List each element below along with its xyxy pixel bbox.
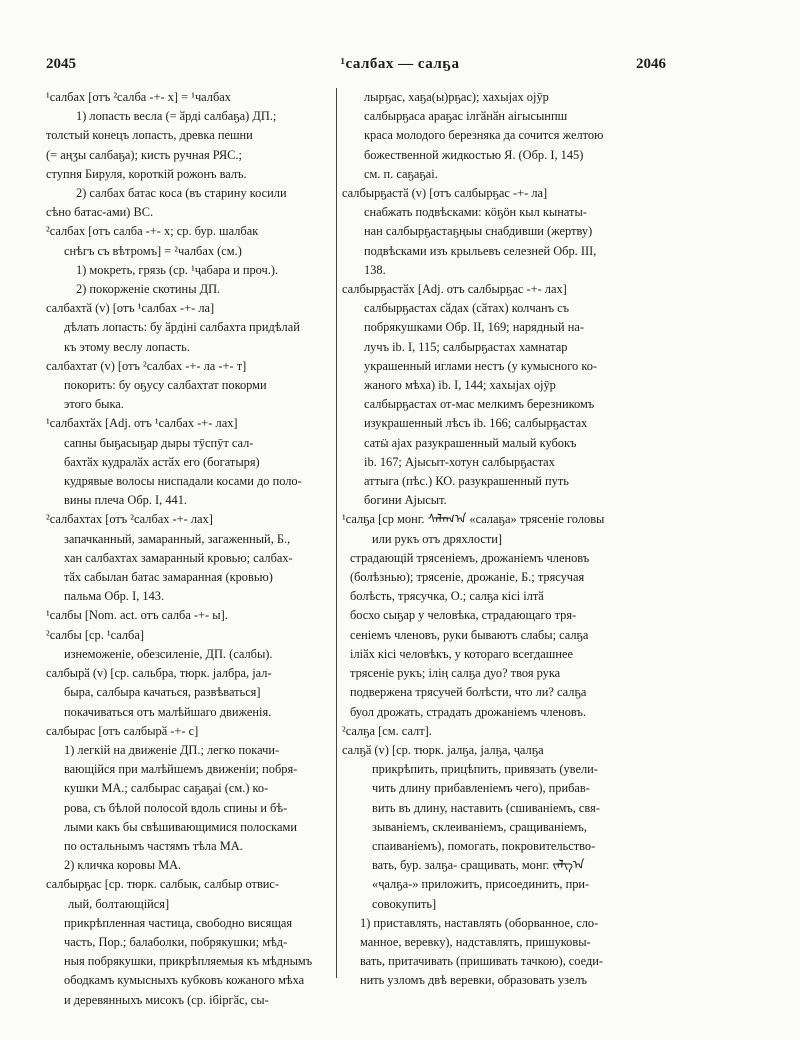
text-line: болѣсть, трясучка, О.; салҕа кiсi iлтӑ [350,589,544,604]
text-line: (= аңӡы салбаҕа); кисть ручная РЯС.; [46,147,242,162]
text-line: 1) приставлять, наставлять (оборванное, сло- [360,915,599,930]
text-line: и деревянныхъ мисокъ (ср. iбiргӑс, сы- [64,992,269,1007]
text-line: аттыга (пѣс.) КО. разукрашенный путь [364,474,569,489]
text-line: 138. [364,262,386,277]
running-title: ¹салбах — салҕа [340,56,460,72]
text-line: салбырҕастӑх [Adj. отъ салбырҕас -+- лах] [342,282,567,297]
left-column [46,88,336,1007]
text-line: покорить: бу оҕусу салбахтат покорми [64,378,267,393]
column-divider [336,88,337,978]
text-line: «ҷалҕа-» приложить, присоединить, при- [372,877,590,892]
text-line: вить въ длину, наставить (сшиванiемъ, свя- [372,800,600,815]
left-page-number: 2045 [46,56,76,72]
text-line: салбырӑ (v) [ср. сальбра, тюрк. jалбра, jал- [46,666,272,681]
text-line: запачканный, замаранный, загаженный, Б., [64,531,291,546]
text-line: ободкамъ кумысныхъ кубковъ кожаного мѣха [64,973,305,988]
text-line: жаного мѣха) ib. I, 144; хахыjах оjӯр [364,378,556,393]
text-line: или рукъ отъ дряхлости] [372,531,502,546]
text-line: ²салбы [ср. ¹салба] [46,627,144,642]
text-line: 2) кличка коровы МА. [64,858,182,873]
text-line: пальма Обр. I, 143. [64,589,165,604]
text-line: сенiемъ членовъ, руки бываютъ слабы; салҕа [350,627,589,642]
text-line: побрякушками Обр. II, 169; нарядный на- [364,320,584,335]
text-line: салбырҕаса араҕас iлгӑнӑн аiгысынпш [364,109,568,124]
text-line: салбырҕастах сӑдах (сӑтах) колчанъ съ [364,301,570,316]
text-line: лучъ ib. I, 115; салбырҕастах хамнатар [364,339,568,354]
text-line: лырҕас, хаҕа(ы)рҕас); хахыjах оjӯр [364,90,549,104]
text-line: прикрѣпить, прицѣпить, привязать (увели- [372,762,598,777]
text-line: ¹салбахтӑх [Adj. отъ ¹салбах -+- лах] [46,416,238,431]
text-line: салбырҕастӑ (v) [отъ салбырҕас -+- ла] [342,186,548,201]
text-line: ¹салбы [Nom. act. отъ салба -+- ы]. [46,608,228,623]
text-line: покачиваться отъ малѣйшаго движенiя. [64,704,272,719]
text-line: вающiйся при малѣйшемъ движенiи; побря- [64,762,298,777]
text-line: вины плеча Обр. I, 441. [64,493,188,508]
text-line: нан салбырҕастаҕңыы снабдивши (жертву) [364,224,593,239]
text-line: сапны быҕасыҕар дыры тӯспӯт сал- [64,435,254,450]
text-line: салбырас [отъ салбырӑ -+- с] [46,723,199,738]
text-line: страдающiй трясенiемъ, дрожанiемъ членовъ [350,550,590,565]
text-line: 1) легкiй на движенiе ДП.; легко покачи- [64,742,280,757]
text-line: вать, бур. залҕа- сращивать, монг. ᠵᠠᠯᠭ᠎ᠠ [372,858,585,873]
text-line: ²салбах [отъ салба -+- х; ср. бур. шалбак [46,224,259,239]
text-line: зыванiемъ, склеиванiемъ, сращиванiемъ, [372,819,587,834]
text-line: буол дрожать, страдать дрожанiемъ членовъ. [350,704,586,719]
text-line: по остальнымъ частямъ тѣла МА. [64,838,243,853]
text-line: лыми какъ бы свѣшивающимися полосками [64,819,297,834]
text-line: изукрашенный лѣсъ ib. 166; салбырҕастах [364,416,588,431]
text-line: толстый конецъ лопасть, древка пешни [46,128,253,143]
text-line: ²салбахтах [отъ ²салбах -+- лах] [46,512,213,527]
text-line: снѣгъ съ вѣтромъ] = ²чалбах (см.) [64,243,242,258]
text-line: (болѣзнью); трясенiе, дрожанiе, Б.; трясучая [350,570,585,585]
text-line: ступня Бируля, короткiй рожонъ валъ. [46,166,247,181]
text-line: рова, съ бѣлой полосой вдоль спины и бѣ- [64,800,288,815]
text-line: ¹салҕа [ср монг. ᠰᠠᠯᠠᠭ᠎ᠠ «салаҕа» трясенiе головы [342,512,605,527]
text-line: салбахтат (v) [отъ ²салбах -+- ла -+- т] [46,358,247,373]
text-line: 2) покорженiе скотины ДП. [76,282,221,297]
text-line: салбырҕастах от-мас мелкимъ березникомъ [364,397,595,412]
text-line: нить узломъ двѣ веревки, образовать узелъ [360,973,588,988]
text-line: прикрѣпленная частица, свободно висящая [64,915,293,930]
text-line: совокупить] [372,896,437,911]
right-page-number: 2046 [636,56,666,72]
text-line: украшенный иглами нестъ (у кумысного ко- [364,358,598,373]
text-line: къ этому веслу лопасть. [64,339,190,354]
text-line: салбахтӑ (v) [отъ ¹салбах -+- ла] [46,301,215,316]
text-line: краса молодого березняка да сочится желтою [364,128,604,143]
text-line: сѣно батас-ами) ВС. [46,205,154,220]
text-line: бахтӑх кудралӑх астӑх его (богатыря) [64,454,260,469]
text-line: часть, Пор.; балаболки, побрякушки; мѣд- [64,934,288,949]
text-line: 1) мокреть, грязь (ср. ¹ҷабара и проч.). [76,262,279,277]
text-line: кудрявые волосы ниспадали косами до поло- [64,474,302,489]
text-line: изнеможенiе, обезсиленiе, ДП. (салбы). [64,646,273,661]
text-line: тӑх сабылан батас замаранная (кровью) [64,570,273,585]
text-line: чить длину прибавленiемъ чего), прибав- [372,781,590,796]
text-line: лый, болтающiйся] [68,896,170,911]
text-line: дѣлать лопасть: бу ӑрдiнi салбахта придѣлай [64,320,300,335]
text-line: вать, притачивать (пришивать тачкою), соеди- [360,954,604,969]
text-line: босхо сыҕар у человѣка, страдающаго тря- [350,608,577,623]
text-line: 1) лопасть весла (= ӑрдi салбаҕа) ДП.; [76,109,277,124]
text-line: 2) салбах батас коса (въ старину косили [76,186,287,201]
text-line: божественной жидкостью Я. (Обр. I, 145) [364,147,584,162]
text-line: спаиванiемъ), помогать, покровительство- [372,838,596,853]
text-line: подвѣсками изъ крыльевъ селезней Обр. III, [364,243,597,258]
text-line: этого быка. [64,397,124,412]
text-line: см. п. саҕаҕаi. [364,166,438,181]
text-line: сатӹ аjах разукрашенный малый кубокъ [364,435,577,450]
right-column [342,88,632,988]
text-line: трясенiе рукъ; iлiң салҕа дуо? твоя рука [350,666,561,681]
text-line: ib. 167; Аjысыт-хотун салбырҕастах [364,454,555,469]
text-line: ¹салбах [отъ ²салба -+- х] = ¹чалбах [46,90,231,104]
text-line: быра, салбыра качаться, развѣваться] [64,685,261,700]
text-line: хан салбахтах замаранный кровью; салбах- [64,550,293,565]
text-line: салбырҕас [ср. тюрк. салбык, салбыр отвис- [46,877,280,892]
text-line: кушки МА.; салбырас саҕаҕаi (см.) ко- [64,781,269,796]
text-line: салҕӑ (v) [ср. тюрк. jалҕа, jалҕа, ҷалҕа [342,742,544,757]
text-line: iлiӑх кiсi человѣкъ, у котораго всегдашнее [350,646,573,661]
text-line: богини Аjысыт. [364,493,447,508]
text-line: манное, веревку), надставлять, пришуковы- [360,934,591,949]
text-line: ныя побрякушки, прикрѣпляемыя къ мѣднымъ [64,954,313,969]
text-line: снабжать подвѣсками: кӧҕӧн кыл кынаты- [364,205,587,220]
text-line: подвержена трясучей болѣсти, что ли? салҕа [350,685,587,700]
text-line: ²салҕа [см. салт]. [342,723,432,738]
